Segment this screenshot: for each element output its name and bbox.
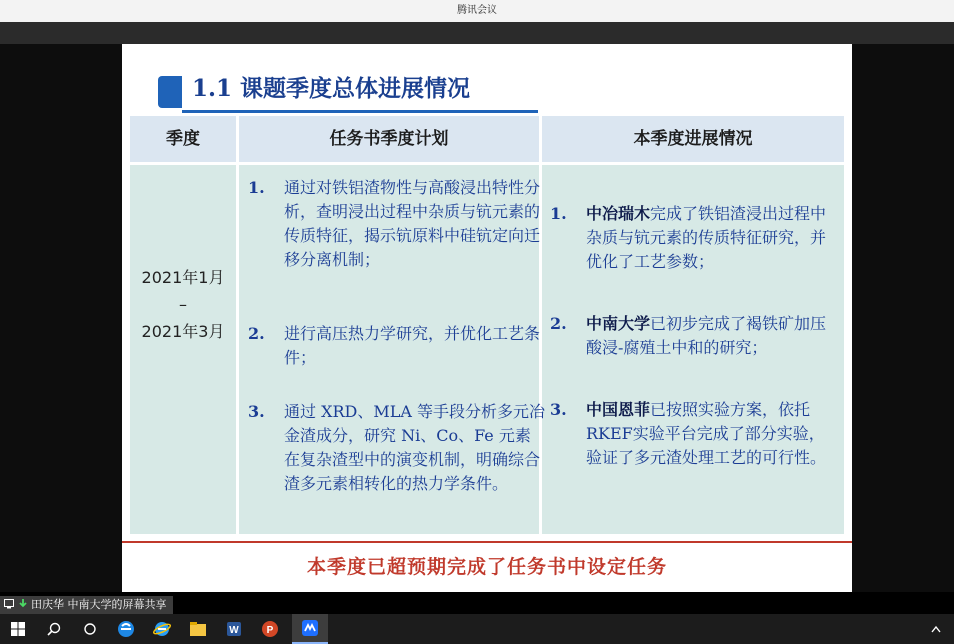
title-underline <box>182 110 538 113</box>
ie-icon[interactable] <box>144 614 180 644</box>
conclusion-divider <box>122 541 852 543</box>
screen-share-banner[interactable] <box>0 596 173 614</box>
windows-start-icon[interactable] <box>0 614 36 644</box>
progress-item-text <box>586 398 836 470</box>
quarter-cell <box>130 165 236 534</box>
windows-taskbar <box>0 614 954 644</box>
window-titlebar <box>0 0 954 22</box>
plan-item-text: 进行高压热力学研究，并优化工艺条件； <box>284 324 541 367</box>
progress-description: 完成了铁铝渣浸出过程中杂质与钪元素的传质特征研究，并优化了工艺参数； <box>586 204 827 271</box>
download-arrow-icon <box>18 599 28 609</box>
header-progress: 本季度进展情况 <box>542 116 844 162</box>
svg-text:P: P <box>266 625 274 636</box>
task-view-icon[interactable] <box>72 614 108 644</box>
chevron-up-icon[interactable] <box>918 614 954 644</box>
organization-name: 中冶瑞木 <box>586 204 651 223</box>
progress-item-text <box>586 312 836 360</box>
conclusion-text: 本季度已超预期完成了任务书中设定任务 <box>306 556 667 578</box>
powerpoint-icon[interactable] <box>252 614 288 644</box>
title-accent-bar <box>158 76 182 108</box>
progress-item-number: 2. <box>550 314 567 333</box>
share-banner-text: 田庆华 中南大学的屏幕共享 <box>31 598 167 611</box>
quarter-end: 2021年3月 <box>141 322 225 341</box>
meeting-toolbar <box>0 22 954 44</box>
quarter-start: 2021年1月 <box>141 268 225 287</box>
progress-item-number: 3. <box>550 400 567 419</box>
plan-item-text: 通过 XRD、MLA 等手段分析多元冶金渣成分，研究 Ni、Co、Fe 元素在复杂渣型中的演变机制，明确综合渣多元素相转化的热力学条件。 <box>284 402 546 493</box>
file-explorer-icon[interactable] <box>180 614 216 644</box>
slide-title: 1.1 课题季度总体进展情况 <box>192 75 471 102</box>
header-plan: 任务书季度计划 <box>239 116 539 162</box>
quarter-range <box>130 264 236 345</box>
progress-description: 已初步完成了褐铁矿加压酸浸-腐殖土中和的研究； <box>586 314 827 357</box>
plan-item-number: 3. <box>248 402 265 421</box>
plan-item-text: 通过对铁铝渣物性与高酸浸出特性分析，查明浸出过程中杂质与钪元素的传质特征，揭示钪原料中硅钪定向迁移分离机制； <box>284 178 541 269</box>
progress-description: 已按照实验方案，依托RKEF实验平台完成了部分实验，验证了多元渣处理工艺的可行性。 <box>586 400 827 467</box>
presentation-slide <box>122 44 852 592</box>
share-monitor-icon <box>4 599 14 609</box>
window-title: 腾讯会议 <box>457 5 497 16</box>
tencent-meeting-icon[interactable] <box>292 614 328 644</box>
progress-table <box>130 116 844 534</box>
progress-item-text <box>586 202 836 274</box>
plan-item-number: 2. <box>248 324 265 343</box>
header-quarter: 季度 <box>130 116 236 162</box>
word-icon[interactable] <box>216 614 252 644</box>
svg-text:W: W <box>229 625 239 636</box>
search-icon[interactable] <box>36 614 72 644</box>
organization-name: 中南大学 <box>586 314 651 333</box>
plan-item-number: 1. <box>248 178 265 197</box>
organization-name: 中国恩菲 <box>586 400 651 419</box>
progress-item-number: 1. <box>550 204 567 223</box>
edge-icon[interactable] <box>108 614 144 644</box>
quarter-separator: – <box>179 295 187 314</box>
